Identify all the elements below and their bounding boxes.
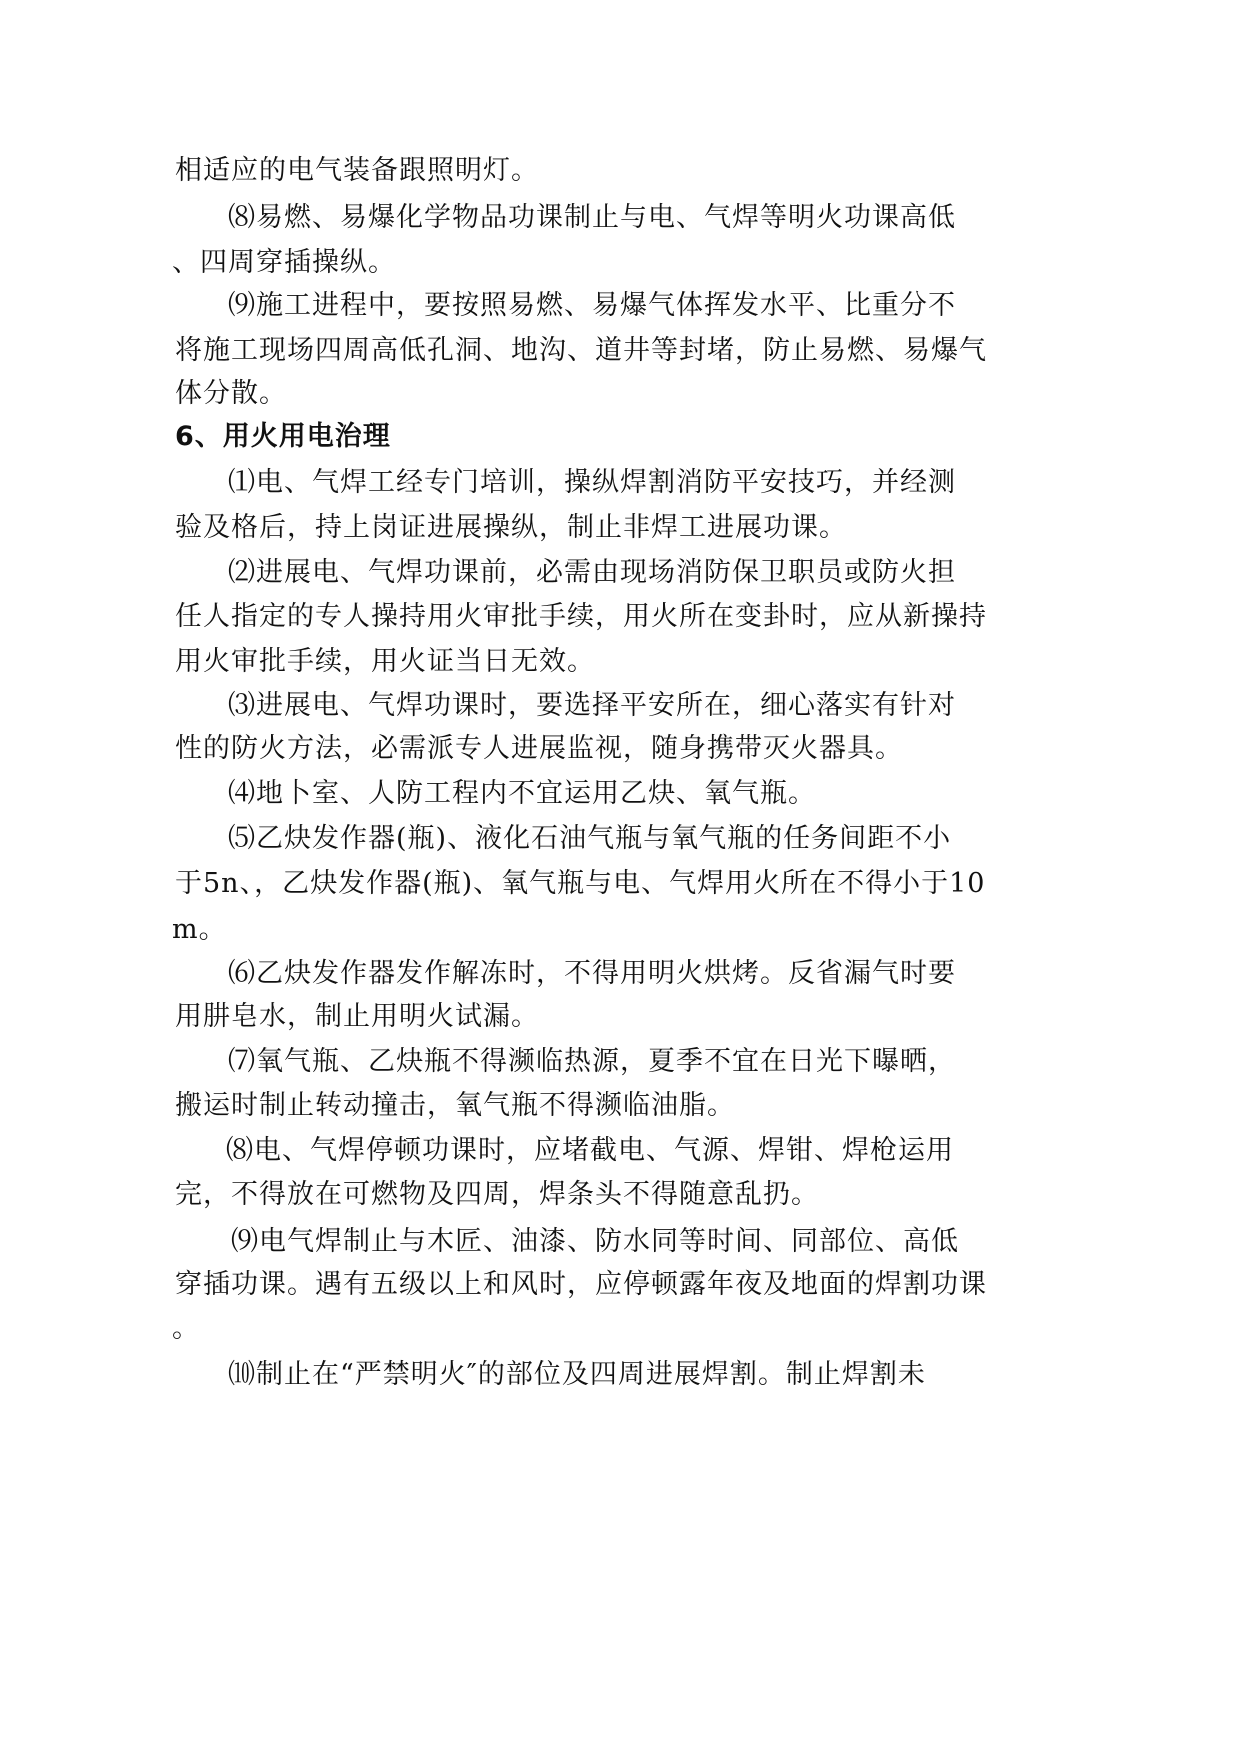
text-line-8: ⑴电、气焊工经专门培训，操纵焊割消防平安技巧，并经测 bbox=[228, 467, 956, 498]
text-line-2: ⑻易燃、易爆化学物品功课制止与电、气焊等明火功课高低 bbox=[228, 202, 956, 233]
text-line-27: 。 bbox=[172, 1313, 200, 1344]
text-line-19: ⑹乙炔发作器发作解冻时，不得用明火烘烤。反省漏气时要 bbox=[228, 958, 956, 989]
text-line-20: 用肼皂水，制止用明火试漏。 bbox=[175, 1001, 539, 1032]
text-line-25: ⑼电气焊制止与木匠、油漆、防水同等时间、同部位、高低 bbox=[231, 1226, 959, 1257]
text-line-28: ⑽制止在“严禁明火″的部位及四周进展焊割。制止焊割未 bbox=[228, 1359, 926, 1390]
text-line-13: ⑶进展电、气焊功课时，要选择平安所在，细心落实有针对 bbox=[228, 690, 956, 721]
text-line-3: 、四周穿插操纵。 bbox=[172, 247, 396, 278]
text-line-12: 用火审批手续，用火证当日无效。 bbox=[175, 646, 595, 677]
text-line-6: 体分散。 bbox=[175, 378, 287, 409]
text-line-11: 任人指定的专人操持用火审批手续，用火所在变卦时，应从新操持 bbox=[175, 601, 987, 632]
text-line-18: m。 bbox=[172, 914, 227, 945]
text-line-23: ⑻电、气焊停顿功课时，应堵截电、气源、焊钳、焊枪运用 bbox=[226, 1135, 954, 1166]
section-heading: 6、用火用电治理 bbox=[175, 421, 391, 452]
text-line-17: 于5n、，乙炔发作器(瓶)、氧气瓶与电、气焊用火所在不得小于10 bbox=[175, 868, 986, 899]
text-line-14: 性的防火方法，必需派专人进展监视，随身携带灭火器具。 bbox=[175, 733, 903, 764]
text-line-5: 将施工现场四周高低孔洞、地沟、道井等封堵，防止易燃、易爆气 bbox=[175, 335, 987, 366]
text-line-24: 完，不得放在可燃物及四周，焊条头不得随意乱扔。 bbox=[175, 1179, 819, 1210]
text-line-26: 穿插功课。遇有五级以上和风时，应停顿露年夜及地面的焊割功课 bbox=[175, 1269, 987, 1300]
text-line-22: 搬运时制止转动撞击，氧气瓶不得濒临油脂。 bbox=[175, 1090, 735, 1121]
text-line-1: 相适应的电气装备跟照明灯。 bbox=[175, 155, 539, 186]
text-line-10: ⑵进展电、气焊功课前，必需由现场消防保卫职员或防火担 bbox=[228, 557, 956, 588]
text-line-16: ⑸乙炔发作器(瓶)、液化石油气瓶与氧气瓶的任务间距不小 bbox=[228, 823, 952, 854]
text-line-15: ⑷地卜室、人防工程内不宜运用乙炔、氧气瓶。 bbox=[228, 778, 816, 809]
text-line-21: ⑺氧气瓶、乙炔瓶不得濒临热源，夏季不宜在日光下曝晒， bbox=[228, 1046, 956, 1077]
text-line-9: 验及格后，持上岗证进展操纵，制止非焊工进展功课。 bbox=[175, 512, 847, 543]
text-line-4: ⑼施工进程中，要按照易燃、易爆气体挥发水平、比重分不 bbox=[228, 290, 956, 321]
